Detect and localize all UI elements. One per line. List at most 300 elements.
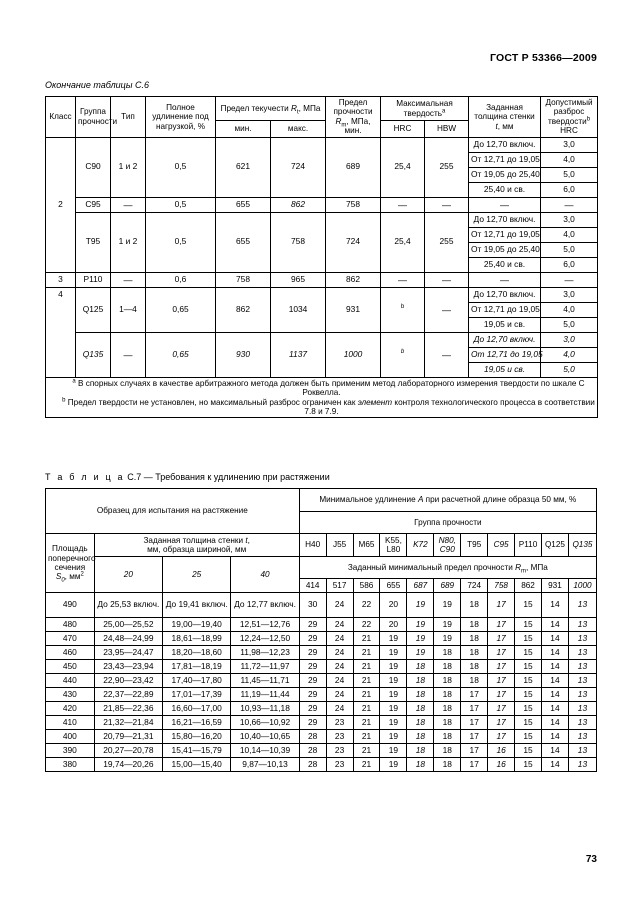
standard-number-header: ГОСТ Р 53366—2009 (489, 52, 597, 64)
cell-elongation-K72: 18 (407, 730, 434, 744)
th-rm-3: 655 (380, 579, 407, 593)
cell-elongation-M65: 21 (353, 688, 380, 702)
th-group-6: T95 (461, 534, 488, 557)
cell-elongation-P110: 15 (515, 660, 542, 674)
cell-thickness-w40: 10,66—10,92 (231, 716, 299, 730)
table-c7-header-row-4 (46, 557, 597, 579)
cell-spread: 4,0 (541, 302, 598, 317)
cell-elongation-P110: 15 (515, 632, 542, 646)
cell-elongation-T95: 17 (461, 730, 488, 744)
th-width-40: 40 (231, 557, 299, 593)
cell-spread: 4,0 (541, 227, 598, 242)
th-rm-8: 862 (515, 579, 542, 593)
cell-spread: 3,0 (541, 212, 598, 227)
table-c6-caption: Окончание таблицы С.6 (45, 80, 149, 90)
cell-elongation: 0,65 (146, 332, 216, 377)
cell-thickness-w40: 10,93—11,18 (231, 702, 299, 716)
cell-group: T95 (76, 212, 111, 272)
cell-elongation: 0,6 (146, 272, 216, 287)
cell-yield-min: 655 (216, 197, 271, 212)
cell-elongation-M65: 21 (353, 716, 380, 730)
cell-elongation-Q135: 13 (568, 632, 596, 646)
cell-yield-min: 862 (216, 287, 271, 332)
cell-elongation: 0,5 (146, 137, 216, 197)
cell-elongation-Q135: 13 (568, 688, 596, 702)
cell-elongation-N80-C90: 18 (434, 660, 461, 674)
cell-thickness-w40: До 12,77 включ. (231, 593, 299, 618)
cell-elongation-K72: 18 (407, 758, 434, 772)
th-group-1: J55 (326, 534, 353, 557)
cell-hrc: 25,4 (381, 137, 425, 197)
cell-elongation-P110: 15 (515, 618, 542, 632)
cell-thickness-w40: 11,45—11,71 (231, 674, 299, 688)
cell-hrc: — (381, 197, 425, 212)
cell-hbw: — (425, 332, 469, 377)
cell-elongation-K72: 18 (407, 688, 434, 702)
table-c7-body (46, 593, 597, 772)
cell-elongation-J55: 23 (326, 716, 353, 730)
cell-hbw: 255 (425, 137, 469, 197)
cell-elongation-P110: 15 (515, 716, 542, 730)
cell-elongation-T95: 17 (461, 716, 488, 730)
page-number: 73 (585, 854, 597, 865)
table-row (46, 137, 598, 152)
cell-elongation-M65: 21 (353, 730, 380, 744)
cell-yield-max: 1137 (271, 332, 326, 377)
th-rm-4: 687 (407, 579, 434, 593)
cell-elongation-C95: 17 (488, 618, 515, 632)
th-group-9: Q125 (542, 534, 569, 557)
cell-class: 2 (46, 137, 76, 272)
cell-type: 1 и 2 (111, 212, 146, 272)
cell-thickness: От 12,71 до 19,05 (469, 347, 541, 362)
table-row (46, 618, 597, 632)
table-c7-caption (45, 472, 330, 482)
table-c7-header-row-3 (46, 534, 597, 557)
cell-thickness: — (469, 272, 541, 287)
th-group-4: K72 (407, 534, 434, 557)
cell-elongation-C95: 17 (488, 646, 515, 660)
cell-spread: 6,0 (541, 182, 598, 197)
cell-elongation-J55: 24 (326, 674, 353, 688)
th-group-5: N80, C90 (434, 534, 461, 557)
cell-tensile: 689 (326, 137, 381, 197)
cell-elongation-N80-C90: 18 (434, 730, 461, 744)
cell-spread: — (541, 272, 598, 287)
cell-elongation-Q125: 14 (542, 632, 569, 646)
footnote-b: $^b$ Предел твердости не установлен, но максимальный разброс ограничен как элемент контроля технологического процесса в соответствии 7.8 и 7.9. (62, 396, 595, 416)
table-row (46, 744, 597, 758)
cell-elongation-N80-C90: 18 (434, 758, 461, 772)
cell-elongation-M65: 22 (353, 618, 380, 632)
cell-yield-max: 1034 (271, 287, 326, 332)
cell-elongation-K72: 19 (407, 632, 434, 646)
cell-spread: 5,0 (541, 362, 598, 377)
cell-hbw: — (425, 287, 469, 332)
cell-thickness: От 12,71 до 19,05 (469, 227, 541, 242)
cell-type: — (111, 197, 146, 212)
cell-elongation-C95: 16 (488, 744, 515, 758)
cell-thickness-w25: 17,01—17,39 (163, 688, 231, 702)
cell-elongation-J55: 24 (326, 688, 353, 702)
cell-elongation-M65: 21 (353, 632, 380, 646)
th-strength-group: Группа прочности (299, 511, 596, 534)
cell-elongation-Q125: 14 (542, 716, 569, 730)
cell-elongation-C95: 16 (488, 758, 515, 772)
table-row (46, 702, 597, 716)
cell-elongation-K72: 18 (407, 716, 434, 730)
cell-elongation-M65: 21 (353, 646, 380, 660)
cell-elongation-Q125: 14 (542, 593, 569, 618)
cell-tensile: 724 (326, 212, 381, 272)
cell-elongation-K72: 19 (407, 618, 434, 632)
cell-elongation-Q135: 13 (568, 716, 596, 730)
cell-group: Q135 (76, 332, 111, 377)
th-width-20: 20 (94, 557, 162, 593)
cell-elongation-Q125: 14 (542, 674, 569, 688)
cell-elongation-Q125: 14 (542, 744, 569, 758)
table-row (46, 758, 597, 772)
th-yield-max: макс. (271, 121, 326, 138)
table-row (46, 646, 597, 660)
th-hrc: HRC (381, 121, 425, 138)
cell-elongation-N80-C90: 18 (434, 646, 461, 660)
th-group-7: C95 (488, 534, 515, 557)
cell-thickness-w20: 23,43—23,94 (94, 660, 162, 674)
cell-elongation-J55: 24 (326, 593, 353, 618)
cell-spread: 4,0 (541, 347, 598, 362)
th-group-2: M65 (353, 534, 380, 557)
table-row (46, 730, 597, 744)
cell-elongation-H40: 28 (299, 758, 326, 772)
th-strength-group: Группа прочности (76, 97, 111, 138)
cell-thickness: До 12,70 включ. (469, 137, 541, 152)
cell-tensile: 758 (326, 197, 381, 212)
cell-elongation-Q135: 13 (568, 702, 596, 716)
cell-thickness: 19,05 и св. (469, 362, 541, 377)
table-row (46, 716, 597, 730)
cell-elongation-P110: 15 (515, 730, 542, 744)
cell-elongation-J55: 23 (326, 730, 353, 744)
cell-elongation: 0,5 (146, 212, 216, 272)
cell-yield-max: 965 (271, 272, 326, 287)
cell-area: 470 (46, 632, 95, 646)
cell-group: C90 (76, 137, 111, 197)
th-hardness-spread: Допустимый разброс твердости$^b$ HRC (541, 97, 598, 138)
cell-thickness: До 12,70 включ. (469, 332, 541, 347)
cell-elongation-T95: 18 (461, 646, 488, 660)
cell-hbw: — (425, 197, 469, 212)
cell-elongation-Q135: 13 (568, 674, 596, 688)
cell-elongation-Q135: 13 (568, 618, 596, 632)
cell-elongation-J55: 23 (326, 758, 353, 772)
cell-spread: 5,0 (541, 242, 598, 257)
cell-elongation-K55-L80: 19 (380, 730, 407, 744)
cell-elongation-Q135: 13 (568, 660, 596, 674)
th-yield-strength: Предел текучести $R_t$, МПа (216, 97, 326, 121)
table-row (46, 332, 598, 347)
cell-elongation-H40: 29 (299, 632, 326, 646)
cell-thickness-w20: 20,79—21,31 (94, 730, 162, 744)
cell-elongation-C95: 17 (488, 660, 515, 674)
cell-type: — (111, 272, 146, 287)
cell-elongation-M65: 22 (353, 593, 380, 618)
cell-hbw: 255 (425, 212, 469, 272)
cell-elongation-H40: 29 (299, 618, 326, 632)
cell-elongation-P110: 15 (515, 702, 542, 716)
cell-elongation-M65: 21 (353, 758, 380, 772)
cell-yield-min: 655 (216, 212, 271, 272)
cell-thickness: От 12,71 до 19,05 (469, 152, 541, 167)
table-c6 (45, 96, 598, 418)
cell-area: 420 (46, 702, 95, 716)
cell-class: 4 (46, 287, 76, 377)
cell-elongation-Q135: 13 (568, 646, 596, 660)
th-min-tensile: Заданный минимальный предел прочности $R_m$, МПа (299, 557, 596, 579)
cell-type: 1—4 (111, 287, 146, 332)
cell-group: C95 (76, 197, 111, 212)
cell-area: 450 (46, 660, 95, 674)
cell-thickness-w20: 22,37—22,89 (94, 688, 162, 702)
th-area: Площадь поперечного сечения $S_0$, $мм^2$ (46, 534, 95, 593)
cell-elongation-H40: 29 (299, 702, 326, 716)
cell-elongation-H40: 28 (299, 744, 326, 758)
th-rm-5: 689 (434, 579, 461, 593)
cell-thickness-w20: 25,00—25,52 (94, 618, 162, 632)
table-row (46, 674, 597, 688)
cell-elongation-K55-L80: 19 (380, 758, 407, 772)
cell-class: 3 (46, 272, 76, 287)
cell-thickness: До 12,70 включ. (469, 212, 541, 227)
table-row (46, 272, 598, 287)
cell-thickness-w20: 24,48—24,99 (94, 632, 162, 646)
cell-elongation-T95: 18 (461, 593, 488, 618)
cell-elongation: 0,65 (146, 287, 216, 332)
cell-elongation-P110: 15 (515, 674, 542, 688)
cell-elongation-N80-C90: 19 (434, 593, 461, 618)
cell-elongation-K55-L80: 19 (380, 646, 407, 660)
th-wall-thickness: Заданная толщина стенки t, мм (469, 97, 541, 138)
cell-elongation-J55: 24 (326, 618, 353, 632)
cell-elongation-N80-C90: 18 (434, 688, 461, 702)
cell-elongation-T95: 18 (461, 632, 488, 646)
cell-thickness-w40: 12,24—12,50 (231, 632, 299, 646)
cell-elongation-C95: 17 (488, 702, 515, 716)
cell-elongation-Q135: 13 (568, 758, 596, 772)
cell-hrc: 25,4 (381, 212, 425, 272)
cell-spread: — (541, 197, 598, 212)
cell-yield-max: 724 (271, 137, 326, 197)
th-rm-6: 724 (461, 579, 488, 593)
th-rm-0: 414 (299, 579, 326, 593)
footnote-a: $^a$ В спорных случаях в качестве арбитражного метода должен быть применим метод лабораторного измерения твердости по шкале С Роквелла. (72, 377, 585, 398)
cell-thickness-w25: 15,00—15,40 (163, 758, 231, 772)
cell-elongation-K72: 19 (407, 646, 434, 660)
cell-elongation-Q125: 14 (542, 646, 569, 660)
cell-yield-min: 930 (216, 332, 271, 377)
th-rm-1: 517 (326, 579, 353, 593)
cell-area: 480 (46, 618, 95, 632)
cell-spread: 3,0 (541, 332, 598, 347)
th-tensile-strength: Предел прочности $R_m$, МПа, мин. (326, 97, 381, 138)
cell-hrc: b (381, 332, 425, 377)
cell-elongation-K72: 18 (407, 744, 434, 758)
cell-thickness-w25: 15,80—16,20 (163, 730, 231, 744)
cell-thickness: До 12,70 включ. (469, 287, 541, 302)
cell-elongation-N80-C90: 18 (434, 744, 461, 758)
cell-area: 400 (46, 730, 95, 744)
cell-elongation-C95: 17 (488, 716, 515, 730)
table-row (46, 197, 598, 212)
cell-spread: 4,0 (541, 152, 598, 167)
cell-thickness: 25,40 и св. (469, 182, 541, 197)
cell-elongation-N80-C90: 18 (434, 716, 461, 730)
cell-elongation-K55-L80: 20 (380, 593, 407, 618)
cell-tensile: 862 (326, 272, 381, 287)
cell-elongation-T95: 18 (461, 660, 488, 674)
cell-elongation-H40: 29 (299, 688, 326, 702)
cell-thickness: От 12,71 до 19,05 (469, 302, 541, 317)
cell-elongation-K72: 18 (407, 702, 434, 716)
cell-elongation-K55-L80: 19 (380, 632, 407, 646)
cell-spread: 3,0 (541, 137, 598, 152)
cell-elongation-K72: 18 (407, 674, 434, 688)
cell-elongation-M65: 21 (353, 660, 380, 674)
cell-elongation-K55-L80: 19 (380, 716, 407, 730)
th-hbw: HBW (425, 121, 469, 138)
table-c7-caption-prefix: Т а б л и ц а (45, 472, 125, 482)
cell-thickness-w25: 18,61—18,99 (163, 632, 231, 646)
table-row (46, 287, 598, 302)
cell-elongation-P110: 15 (515, 593, 542, 618)
cell-type: 1 и 2 (111, 137, 146, 197)
cell-type: — (111, 332, 146, 377)
cell-thickness-w20: До 25,53 включ. (94, 593, 162, 618)
cell-spread: 5,0 (541, 317, 598, 332)
cell-elongation-H40: 30 (299, 593, 326, 618)
table-row (46, 212, 598, 227)
th-group-8: P110 (515, 534, 542, 557)
cell-elongation-Q125: 14 (542, 688, 569, 702)
th-group-3: K55, L80 (380, 534, 407, 557)
cell-thickness-w40: 11,19—11,44 (231, 688, 299, 702)
cell-area: 430 (46, 688, 95, 702)
cell-thickness-w20: 19,74—20,26 (94, 758, 162, 772)
table-c7-header-row-1 (46, 489, 597, 512)
cell-thickness-w20: 21,32—21,84 (94, 716, 162, 730)
cell-thickness-w20: 22,90—23,42 (94, 674, 162, 688)
cell-elongation-N80-C90: 19 (434, 618, 461, 632)
cell-elongation-K72: 19 (407, 593, 434, 618)
th-wall-thickness: Заданная толщина стенки t, мм, образца шириной, мм (94, 534, 299, 557)
cell-elongation-T95: 17 (461, 744, 488, 758)
cell-spread: 3,0 (541, 287, 598, 302)
cell-yield-min: 758 (216, 272, 271, 287)
cell-elongation-T95: 17 (461, 702, 488, 716)
cell-elongation-C95: 17 (488, 730, 515, 744)
cell-hbw: — (425, 272, 469, 287)
cell-thickness-w25: 16,60—17,00 (163, 702, 231, 716)
cell-elongation-J55: 24 (326, 660, 353, 674)
cell-elongation-H40: 29 (299, 674, 326, 688)
th-specimen: Образец для испытания на растяжение (46, 489, 300, 534)
cell-spread: 6,0 (541, 257, 598, 272)
cell-elongation-N80-C90: 18 (434, 702, 461, 716)
cell-thickness-w40: 10,40—10,65 (231, 730, 299, 744)
table-row (46, 593, 597, 618)
cell-group: P110 (76, 272, 111, 287)
table-row (46, 660, 597, 674)
cell-thickness: 25,40 и св. (469, 257, 541, 272)
cell-thickness-w20: 23,95—24,47 (94, 646, 162, 660)
cell-area: 460 (46, 646, 95, 660)
cell-elongation-K55-L80: 20 (380, 618, 407, 632)
th-class: Класс (46, 97, 76, 138)
cell-thickness-w40: 10,14—10,39 (231, 744, 299, 758)
cell-elongation-Q125: 14 (542, 618, 569, 632)
cell-elongation-K55-L80: 19 (380, 744, 407, 758)
cell-elongation-K55-L80: 19 (380, 688, 407, 702)
cell-thickness: От 19,05 до 25,40 (469, 167, 541, 182)
th-elongation: Полное удлинение под нагрузкой, % (146, 97, 216, 138)
table-c7 (45, 488, 597, 772)
cell-yield-max: 862 (271, 197, 326, 212)
cell-thickness: 19,05 и св. (469, 317, 541, 332)
cell-group: Q125 (76, 287, 111, 332)
cell-thickness-w25: 17,40—17,80 (163, 674, 231, 688)
th-rm-7: 758 (488, 579, 515, 593)
cell-elongation-H40: 29 (299, 646, 326, 660)
cell-elongation-M65: 21 (353, 674, 380, 688)
cell-elongation-C95: 17 (488, 632, 515, 646)
cell-elongation-T95: 17 (461, 758, 488, 772)
cell-hrc: — (381, 272, 425, 287)
th-group-0: H40 (299, 534, 326, 557)
th-rm-9: 931 (542, 579, 569, 593)
th-type: Тип (111, 97, 146, 138)
cell-thickness-w25: 19,00—19,40 (163, 618, 231, 632)
cell-elongation-J55: 23 (326, 744, 353, 758)
cell-thickness-w40: 12,51—12,76 (231, 618, 299, 632)
cell-area: 390 (46, 744, 95, 758)
cell-yield-max: 758 (271, 212, 326, 272)
th-rm-10: 1000 (568, 579, 596, 593)
table-row (46, 632, 597, 646)
cell-thickness-w25: 15,41—15,79 (163, 744, 231, 758)
cell-elongation-C95: 17 (488, 674, 515, 688)
cell-thickness-w40: 11,98—12,23 (231, 646, 299, 660)
cell-elongation-C95: 17 (488, 593, 515, 618)
cell-elongation-Q125: 14 (542, 660, 569, 674)
cell-elongation-Q135: 13 (568, 730, 596, 744)
cell-elongation-N80-C90: 19 (434, 632, 461, 646)
cell-elongation-J55: 24 (326, 702, 353, 716)
cell-area: 380 (46, 758, 95, 772)
cell-elongation-P110: 15 (515, 758, 542, 772)
cell-elongation-H40: 29 (299, 660, 326, 674)
cell-area: 410 (46, 716, 95, 730)
cell-elongation-K72: 18 (407, 660, 434, 674)
cell-elongation-Q125: 14 (542, 702, 569, 716)
cell-elongation-K55-L80: 19 (380, 674, 407, 688)
cell-elongation-T95: 17 (461, 688, 488, 702)
cell-thickness-w20: 20,27—20,78 (94, 744, 162, 758)
cell-elongation-T95: 18 (461, 674, 488, 688)
cell-elongation-N80-C90: 18 (434, 674, 461, 688)
th-rm-2: 586 (353, 579, 380, 593)
table-c7-caption-number: С.7 (127, 472, 142, 482)
table-c6-footnotes-row (46, 377, 598, 418)
